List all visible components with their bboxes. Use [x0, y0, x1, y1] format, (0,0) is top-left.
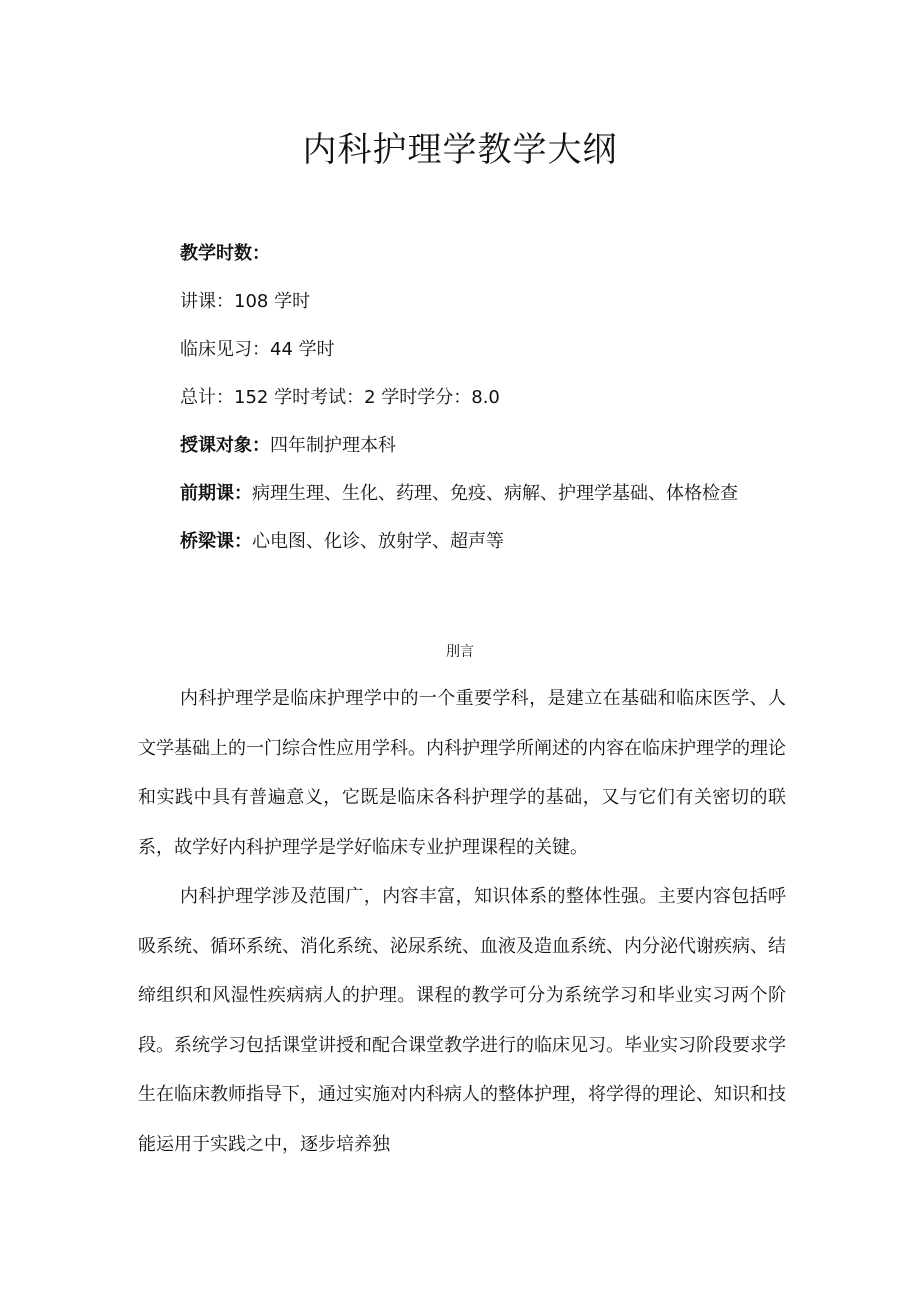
prerequisite-line — [138, 470, 784, 518]
audience-value: 四年制护理本科 — [270, 435, 396, 456]
audience-label: 授课对象： — [180, 435, 270, 456]
document-title: 内科护理学教学大纲 — [302, 130, 618, 170]
lecture-hours: 讲课：108 学时 — [180, 291, 311, 312]
bridge-course-line — [138, 518, 784, 566]
paragraph: 内科护理学是临床护理学中的一个重要学科，是建立在基础和临床医学、人文学基础上的一门综合性应用学科。内科护理学所阐述的内容在临床护理学的理论和实践中具有普遍意义，它既是临床各科护理学的基础，又与它们有关密切的联系，故学好内科护理学是学好临床专业护理课程的关键。 — [138, 688, 786, 858]
bridge-course-value: 心电图、化诊、放射学、超声等 — [252, 531, 504, 552]
prerequisite-value: 病理生理、生化、药理、免疫、病解、护理学基础、体格检查 — [252, 483, 738, 504]
preface-heading: 刖言 — [446, 644, 474, 660]
clinical-hours: 临床见习：44 学时 — [180, 339, 335, 360]
preface-body — [138, 674, 786, 1169]
audience-line — [138, 422, 784, 470]
prerequisite-label: 前期课： — [180, 483, 252, 504]
bridge-course-label: 桥梁课： — [180, 531, 252, 552]
teaching-hours-heading: 教学时数： — [180, 243, 270, 264]
paragraph: 内科护理学涉及范围广，内容丰富，知识体系的整体性强。主要内容包括呼吸系统、循环系统、消化系统、泌尿系统、血液及造血系统、内分泌代谢疾病、结缔组织和风湿性疾病病人的护理。课程的教学可分为系统学习和毕业实习两个阶段。系统学习包括课堂讲授和配合课堂教学进行的临床见习。毕业实习阶段要求学生在临床教师指导下，通过实施对内科病人的整体护理，将学得的理论、知识和技能运用于实践之中，逐步培养独 — [138, 886, 786, 1155]
total-hours: 总计：152 学时考试：2 学时学分：8.0 — [180, 387, 500, 408]
course-meta — [138, 230, 784, 566]
